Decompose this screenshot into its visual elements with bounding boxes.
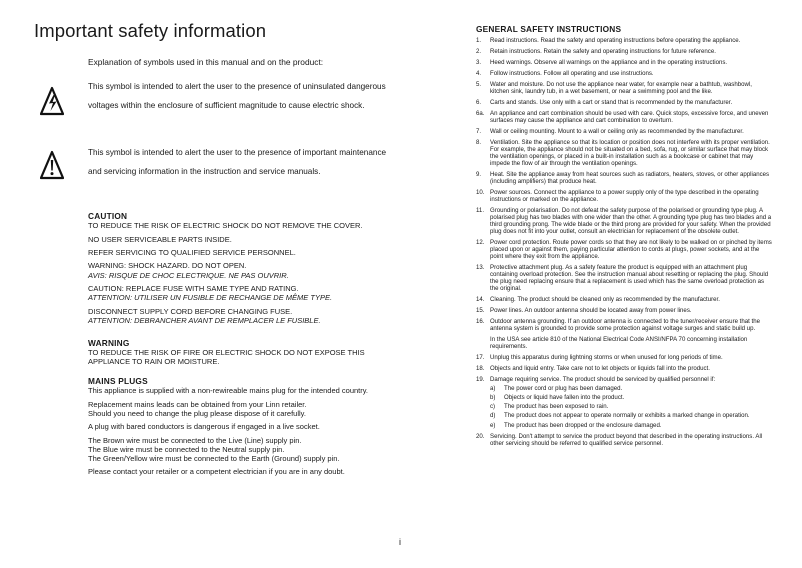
instruction-item xyxy=(476,239,772,260)
instruction-item xyxy=(476,110,772,124)
instruction-text: Carts and stands. Use only with a cart or stand that is recommended by the manufacturer. xyxy=(490,98,733,106)
instruction-text: Power cord protection. Route power cords so that they are not likely to be walked on or pinched by items placed upon or against them, paying particular attention to cords at plugs, power sockets, and at the point where they exit from the appliance. xyxy=(490,238,772,260)
instruction-number: 9. xyxy=(476,170,482,178)
disconnect-caution-fr: ATTENTION: DEBRANCHER AVANT DE REMPLACER LE FUSIBLE. xyxy=(88,315,321,325)
instruction-number: 18. xyxy=(476,364,485,372)
shock-warning-fr: AVIS: RISQUE DE CHOC ELECTRIQUE. NE PAS OUVRIR. xyxy=(88,270,289,280)
subitem-letter: a) xyxy=(490,384,496,392)
instruction-text: Servicing. Don't attempt to service the product beyond that described in the operating instructions. All other servicing should be referred to qualified service personnel. xyxy=(490,432,763,447)
instruction-item xyxy=(476,365,772,372)
instruction-number: 13. xyxy=(476,263,485,271)
instruction-item xyxy=(476,70,772,77)
instruction-number: 12. xyxy=(476,238,485,246)
mains-line: Should you need to change the plug please dispose of it carefully. xyxy=(88,408,306,418)
instruction-text: Grounding or polarisation. Do not defeat the safety purpose of the polarised or grounding type plug. A polarised plug has two blades with one wider than the other. A grounding type plug has two blades and a third grounding prong. The wide blade or the third prong are provided for your safety. When the provided plug does not fit into your outlet, consult an electrician for replacement of the obsolete outlet. xyxy=(490,206,772,235)
instruction-subitem xyxy=(490,385,772,392)
instruction-number: 19. xyxy=(476,375,485,383)
shock-warning xyxy=(88,261,388,279)
instruction-item xyxy=(476,99,772,106)
instruction-number: 16. xyxy=(476,317,485,325)
symbols-explanation: Explanation of symbols used in this manual and on the product: xyxy=(88,57,324,67)
instruction-number: 8. xyxy=(476,138,482,146)
instruction-item xyxy=(476,264,772,292)
instruction-item xyxy=(476,48,772,55)
instruction-number: 3. xyxy=(476,58,482,66)
mains-heading: MAINS PLUGS xyxy=(88,376,148,386)
instruction-text: Ventilation. Site the appliance so that its location or position does not interfere with its proper ventilation. For example, the appliance should not be situated on a bed, sofa, rug, or similar surface that may block the ventilation openings, or placed in a built-in installation such as a bookcase or cabinet that may impede the flow of air through the ventilation openings. xyxy=(490,138,770,167)
instruction-number: 2. xyxy=(476,47,482,55)
instruction-text: Damage requiring service. The product should be serviced by qualified personnel if: xyxy=(490,375,716,383)
instruction-text: Follow instructions. Follow all operating and use instructions. xyxy=(490,69,654,77)
instruction-number: 4. xyxy=(476,69,482,77)
instruction-number: 10. xyxy=(476,188,485,196)
mains-paragraph: Please contact your retailer or a competent electrician if you are in any doubt. xyxy=(88,467,345,477)
instruction-text: Read instructions. Read the safety and operating instructions before operating the appliance. xyxy=(490,37,741,44)
lightning-warning-icon xyxy=(40,86,64,121)
instruction-item xyxy=(476,433,772,447)
instruction-text: Protective attachment plug. As a safety feature the product is equipped with an attachment plug containing overload protection. See the instruction manual about resetting or replacing the plug. Should the plug need replacing ensure that a replacement is used which has the same overload protection as the original. xyxy=(490,263,769,292)
instruction-item xyxy=(476,376,772,429)
fuse-caution-en: CAUTION: REPLACE FUSE WITH SAME TYPE AND RATING. xyxy=(88,283,299,293)
exclamation-symbol-text: This symbol is intended to alert the user to the presence of important maintenance and servicing information in the instruction and service manuals. xyxy=(88,148,387,176)
instruction-number: 11. xyxy=(476,206,485,214)
subitem-letter: e) xyxy=(490,421,496,429)
disconnect-caution xyxy=(88,307,388,325)
instruction-text: Objects and liquid entry. Take care not to let objects or liquids fall into the product. xyxy=(490,364,710,372)
caution-heading: CAUTION xyxy=(88,211,128,221)
shock-warning-en: WARNING: SHOCK HAZARD. DO NOT OPEN. xyxy=(88,261,247,271)
fuse-caution xyxy=(88,284,388,302)
general-safety-heading: GENERAL SAFETY INSTRUCTIONS xyxy=(476,24,622,34)
instruction-text: Unplug this apparatus during lightning storms or when unused for long periods of time. xyxy=(490,353,723,361)
mains-paragraph: This appliance is supplied with a non-rewireable mains plug for the intended country. xyxy=(88,386,369,396)
instruction-text: Outdoor antenna grounding. If an outdoor antenna is connected to the tuner/receiver ensure that the antenna system is grounded to provide some protection against voltage surges and static build up. xyxy=(490,317,761,332)
instruction-item xyxy=(476,81,772,95)
mains-plugs-section xyxy=(88,377,388,481)
warning-text: TO REDUCE THE RISK OF FIRE OR ELECTRIC SHOCK DO NOT EXPOSE THIS APPLIANCE TO RAIN OR MOISTURE. xyxy=(88,348,365,367)
mains-line: The Blue wire must be connected to the Neutral supply pin. xyxy=(88,444,285,454)
caution-section xyxy=(88,212,388,329)
page-number: i xyxy=(399,537,401,547)
instruction-item xyxy=(476,296,772,303)
instruction-number: 6. xyxy=(476,98,482,106)
instruction-text: Retain instructions. Retain the safety and operating instructions for future reference. xyxy=(490,47,716,55)
instruction-item xyxy=(476,207,772,235)
instruction-subitem xyxy=(490,422,772,429)
caution-line: REFER SERVICING TO QUALIFIED SERVICE PERSONNEL. xyxy=(88,247,296,257)
instruction-text: Power sources. Connect the appliance to a power supply only of the type described in the operating instructions or marked on the appliance. xyxy=(490,188,759,203)
mains-paragraph: A plug with bared conductors is dangerous if engaged in a live socket. xyxy=(88,422,320,432)
instruction-subitem xyxy=(490,403,772,410)
instruction-item xyxy=(476,171,772,185)
instruction-number: 1. xyxy=(476,37,482,44)
instruction-item xyxy=(476,37,772,44)
instruction-number: 5. xyxy=(476,80,482,88)
subitem-text: The product has been exposed to rain. xyxy=(504,403,609,411)
instruction-text: Cleaning. The product should be cleaned only as recommended by the manufacturer. xyxy=(490,295,720,303)
instruction-text: Wall or ceiling mounting. Mount to a wall or ceiling only as recommended by the manufacturer. xyxy=(490,127,744,135)
instruction-text: Power lines. An outdoor antenna should be located away from power lines. xyxy=(490,306,692,314)
mains-paragraph xyxy=(88,400,388,418)
instruction-item xyxy=(476,139,772,167)
instruction-item xyxy=(476,354,772,361)
instruction-sublist xyxy=(490,385,772,429)
mains-paragraph xyxy=(88,436,388,464)
exclamation-warning-icon xyxy=(40,150,64,185)
left-column xyxy=(0,0,400,568)
instruction-number: 15. xyxy=(476,306,485,314)
mains-line: The Green/Yellow wire must be connected to the Earth (Ground) supply pin. xyxy=(88,453,340,463)
instruction-number: 17. xyxy=(476,353,485,361)
subitem-text: The product does not appear to operate normally or exhibits a marked change in operation. xyxy=(504,412,750,420)
instruction-number: 6a. xyxy=(476,109,485,117)
lightning-symbol-text: This symbol is intended to alert the user to the presence of uninsulated dangerous voltages within the enclosure of sufficient magnitude to cause electric shock. xyxy=(88,82,386,110)
instruction-number: 14. xyxy=(476,295,485,303)
instruction-item xyxy=(476,128,772,135)
instruction-number: 7. xyxy=(476,127,482,135)
instruction-item xyxy=(476,189,772,203)
instruction-subitem xyxy=(490,412,772,419)
instruction-item xyxy=(476,318,772,350)
mains-line: Replacement mains leads can be obtained from your Linn retailer. xyxy=(88,399,307,409)
instruction-item xyxy=(476,59,772,66)
instruction-text: Heat. Site the appliance away from heat sources such as radiators, heaters, stoves, or other appliances (including amplifiers) that produce heat. xyxy=(490,170,770,185)
fuse-caution-fr: ATTENTION: UTILISER UN FUSIBLE DE RECHANGE DE MÊME TYPE. xyxy=(88,293,333,303)
subitem-letter: c) xyxy=(490,403,496,411)
caution-line: NO USER SERVICEABLE PARTS INSIDE. xyxy=(88,234,232,244)
instructions-list xyxy=(476,37,772,447)
warning-section xyxy=(88,339,388,371)
right-column xyxy=(476,24,772,451)
mains-line: The Brown wire must be connected to the Live (Line) supply pin. xyxy=(88,435,302,445)
disconnect-caution-en: DISCONNECT SUPPLY CORD BEFORE CHANGING FUSE. xyxy=(88,306,293,316)
instruction-note: In the USA see article 810 of the National Electrical Code ANSI/NFPA 70 concerning installation requirements. xyxy=(490,335,748,350)
instruction-item xyxy=(476,307,772,314)
subitem-text: The product has been dropped or the enclosure damaged. xyxy=(504,421,662,429)
subitem-letter: d) xyxy=(490,412,496,420)
instruction-text: Water and moisture. Do not use the appliance near water, for example near a bathtub, washbowl, kitchen sink, laundry tub, in a wet basement, or near a swimming pool and the like. xyxy=(490,80,752,95)
instruction-subitem xyxy=(490,394,772,401)
instruction-text: An appliance and cart combination should be used with care. Quick stops, excessive force, and uneven surfaces may cause the appliance and cart combination to overturn. xyxy=(490,109,769,124)
subitem-text: The power cord or plug has been damaged. xyxy=(504,384,623,392)
instruction-text: Heed warnings. Observe all warnings on the appliance and in the operating instructions. xyxy=(490,58,728,66)
subitem-text: Objects or liquid have fallen into the product. xyxy=(504,393,625,401)
page-title: Important safety information xyxy=(34,20,267,41)
warning-heading: WARNING xyxy=(88,338,130,348)
subitem-letter: b) xyxy=(490,393,496,401)
caution-line: TO REDUCE THE RISK OF ELECTRIC SHOCK DO NOT REMOVE THE COVER. xyxy=(88,221,363,231)
instruction-number: 20. xyxy=(476,432,485,440)
